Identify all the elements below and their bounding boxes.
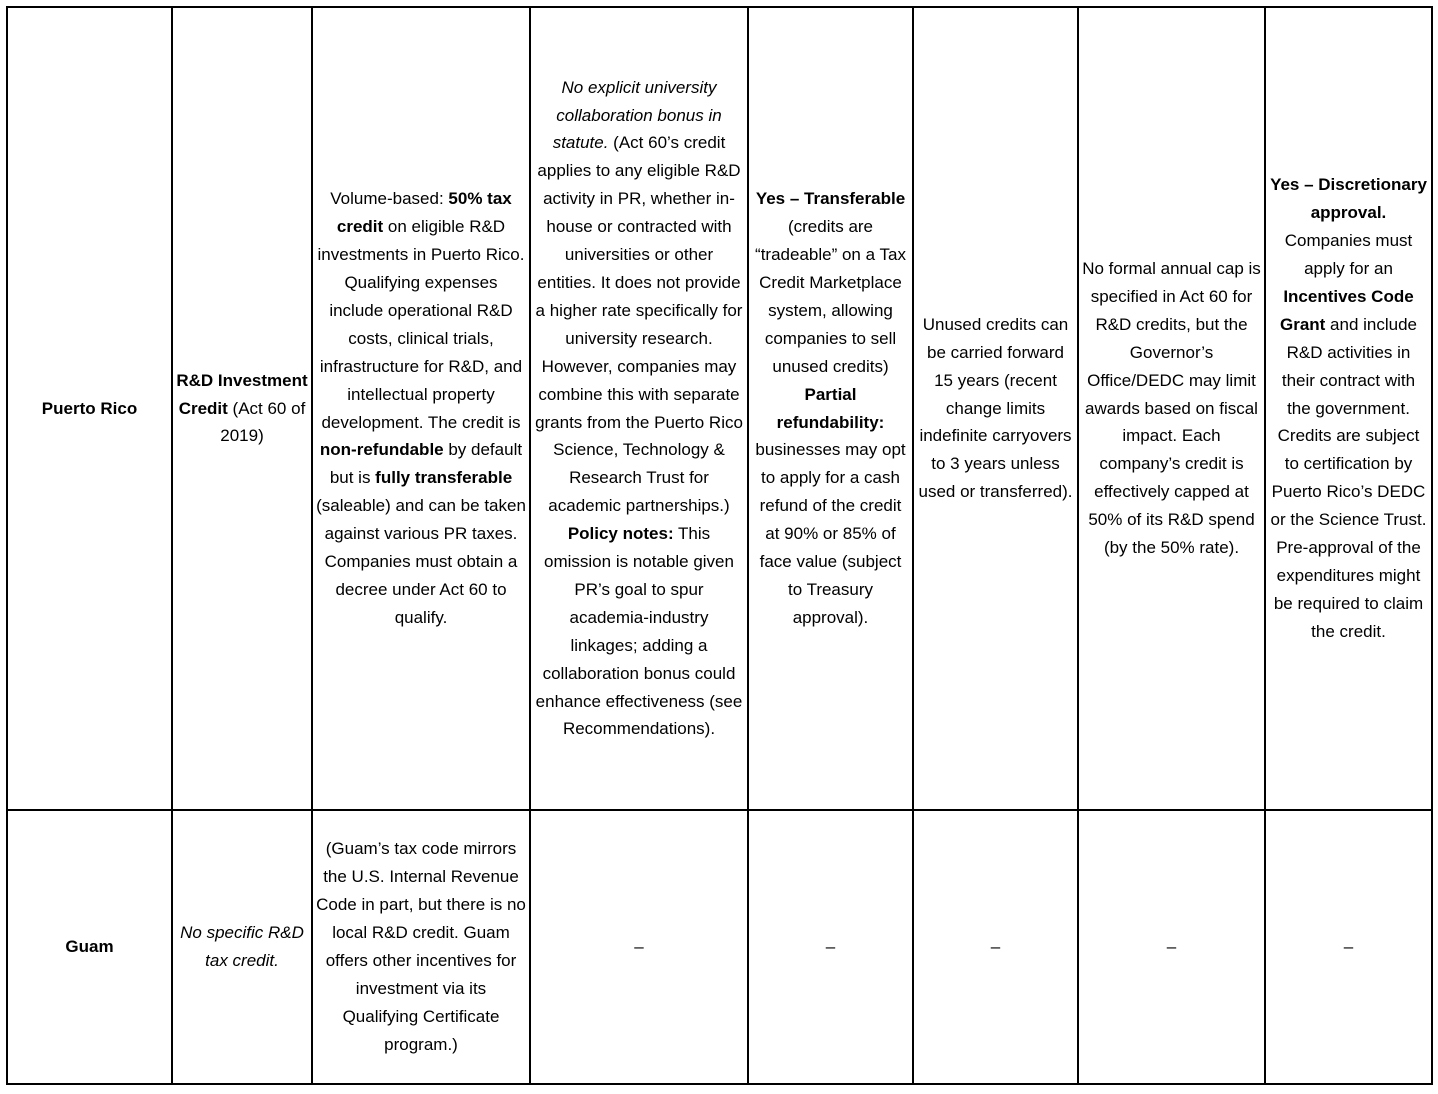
policy-notes-label: Policy notes: [567,524,674,544]
university-text: (Act 60’s credit applies to any eligible R&D activity in PR, whether in-house or contracted with universities or other entities. It does not provide a higher rate specifically for university research. However, companies may combine this with separate grants from the Puerto Rico Science, Technology & Research Trust for academic partnerships.) [535,133,743,516]
credit-text: (Guam’s tax code mirrors the U.S. Internal Revenue Code in part, but there is no local R&D credit. Guam offers other incentives for investment via its Qualifying Certificate program.) [316,839,526,1054]
credit-description-cell [312,810,530,1084]
credit-text: Volume-based: [330,189,449,209]
jurisdiction-name: Puerto Rico [41,398,138,418]
transferability-text: businesses may opt to apply for a cash refund of the credit at 90% or 85% of face value (subject to Treasury approval). [755,440,906,627]
empty-value: – [825,937,836,957]
jurisdiction-cell [7,810,172,1084]
credit-text: on eligible R&D investments in Puerto Rico. Qualifying expenses include operational R&D costs, clinical trials, infrastructure for R&D, and intellectual property development. The credit is [317,217,525,432]
approval-cell [1265,7,1432,810]
credit-rate: 50% tax credit [336,189,512,237]
transferable-label: Yes – Transferable [755,189,906,209]
approval-text: Companies must apply for an [1284,231,1413,279]
program-cell [172,810,312,1084]
credit-description-cell [312,7,530,810]
transferability-text: (credits are “tradeable” on a Tax Credit Marketplace system, allowing companies to sell unused credits) [755,217,906,376]
empty-value: – [990,937,1001,957]
university-note: No explicit university collaboration bonus in statute. [552,77,722,153]
program-name: No specific R&D tax credit. [180,923,304,970]
approval-cell [1265,810,1432,1084]
cap-cell [1078,810,1265,1084]
cap-text: No formal annual cap is specified in Act 60 for R&D credits, but the Governor’s Office/DEDC may limit awards based on fiscal impact. Each company’s credit is effectively capped at 50% of its R&D spend (by the 50% rate). [1082,259,1261,558]
approval-label: Yes – Discretionary approval. [1270,175,1427,223]
refundability-label: Partial refundability: [776,384,885,432]
jurisdiction-cell [7,7,172,810]
credit-transferability: fully transferable [375,468,513,488]
table-row-puerto-rico [7,7,1432,810]
empty-value: – [1343,937,1354,957]
incentives-table [6,6,1433,1085]
university-text: This omission is notable given PR’s goal to spur academia-industry linkages; adding a collaboration bonus could enhance effectiveness (see Recommendations). [535,524,743,739]
cap-cell [1078,7,1265,810]
carryforward-cell [913,7,1078,810]
program-cell [172,7,312,810]
program-name: R&D Investment Credit [176,370,308,418]
empty-value: – [1166,937,1177,957]
credit-refundability: non-refundable [319,440,444,460]
university-collaboration-cell [530,810,748,1084]
university-collaboration-cell [530,7,748,810]
transferability-cell [748,7,913,810]
credit-text: by default but is [329,440,523,488]
program-suffix: (Act 60 of 2019) [220,398,306,446]
credit-text: (saleable) and can be taken against various PR taxes. Companies must obtain a decree under Act 60 to qualify. [316,496,526,627]
carryforward-text: Unused credits can be carried forward 15 years (recent change limits indefinite carryovers to 3 years unless used or transferred). [918,314,1073,502]
empty-value: – [634,937,644,957]
transferability-cell [748,810,913,1084]
carryforward-cell [913,810,1078,1084]
jurisdiction-name: Guam [65,937,114,957]
approval-text: and include R&D activities in their contract with the government. Credits are subject to certification by Puerto Rico’s DEDC or the Science Trust. Pre-approval of the expenditures might be required to claim the credit. [1270,314,1427,641]
grant-name: Incentives Code Grant [1279,286,1414,334]
table-row-guam [7,810,1432,1084]
